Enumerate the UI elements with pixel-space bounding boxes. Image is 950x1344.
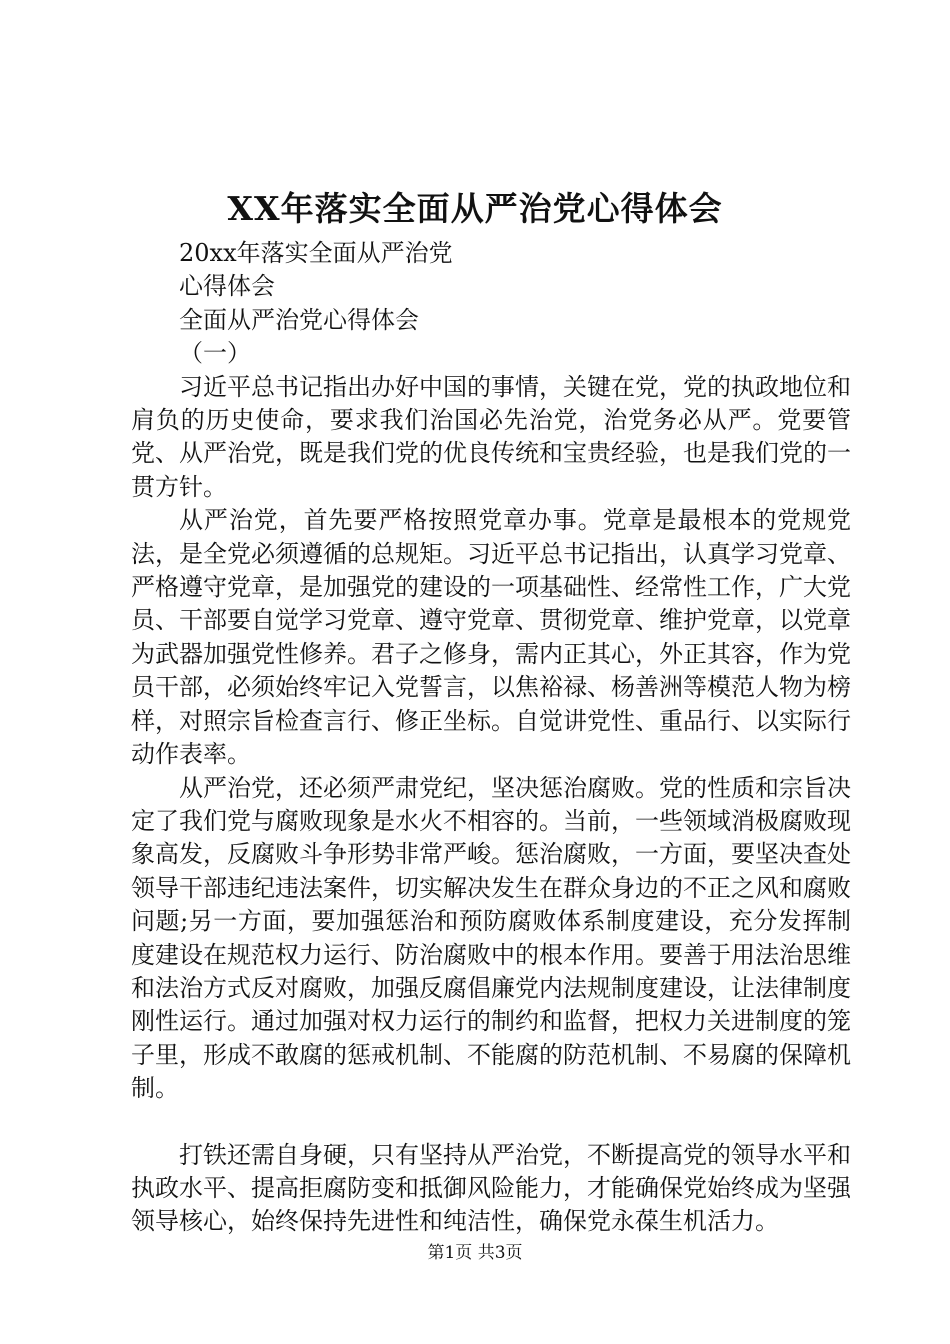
paragraph-4: 打铁还需自身硬，只有坚持从严治党，不断提高党的领导水平和执政水平、提高拒腐防变和抵御风险能力，才能确保党始终成为坚强领导核心，始终保持先进性和纯洁性，确保党永葆生机活力。 — [131, 1140, 851, 1236]
section-number: （一） — [179, 339, 251, 368]
paragraph-3: 从严治党，还必须严肃党纪，坚决惩治腐败。党的性质和宗旨决定了我们党与腐败现象是水火不相容的。当前，一些领域消极腐败现象高发，反腐败斗争形势非常严峻。惩治腐败，一方面，要坚决查处领导干部违纪违法案件，切实解决发生在群众身边的不正之风和腐败问题;另一方面，要加强惩治和预防腐败体系制度建设，充分发挥制度建设在规范权力运行、防治腐败中的根本作用。要善于用法治思维和法治方式反对腐败，加强反腐倡廉党内法规制度建设，让法律制度刚性运行。通过加强对权力运行的制约和监督，把权力关进制度的笼子里，形成不敢腐的惩戒机制、不能腐的防范机制、不易腐的保障机制。 — [131, 773, 851, 1103]
document-title: XX年落实全面从严治党心得体会 — [227, 189, 723, 228]
subtitle-line-1: 20xx年落实全面从严治党 — [179, 239, 453, 267]
subtitle-line-2: 心得体会 — [179, 272, 275, 301]
section-heading: 全面从严治党心得体会 — [179, 305, 419, 334]
page-footer: 第1页 共3页 — [427, 1243, 523, 1263]
paragraph-spacer — [131, 1106, 851, 1139]
paragraph-2: 从严治党，首先要严格按照党章办事。党章是最根本的党规党法，是全党必须遵循的总规矩。习近平总书记指出，认真学习党章、严格遵守党章，是加强党的建设的一项基础性、经常性工作，广大党员、干部要自觉学习党章、遵守党章、贯彻党章、维护党章，以党章为武器加强党性修养。君子之修身，需内正其心，外正其容，作为党员干部，必须始终牢记入党誓言，以焦裕禄、杨善洲等模范人物为榜样，对照宗旨检查言行、修正坐标。自觉讲党性、重品行、以实际行动作表率。 — [131, 506, 851, 769]
paragraph-1: 习近平总书记指出办好中国的事情，关键在党，党的执政地位和肩负的历史使命，要求我们治国必先治党，治党务必从严。党要管党、从严治党，既是我们党的优良传统和宝贵经验，也是我们党的一贯方针。 — [131, 372, 851, 501]
document-body — [131, 237, 851, 1239]
